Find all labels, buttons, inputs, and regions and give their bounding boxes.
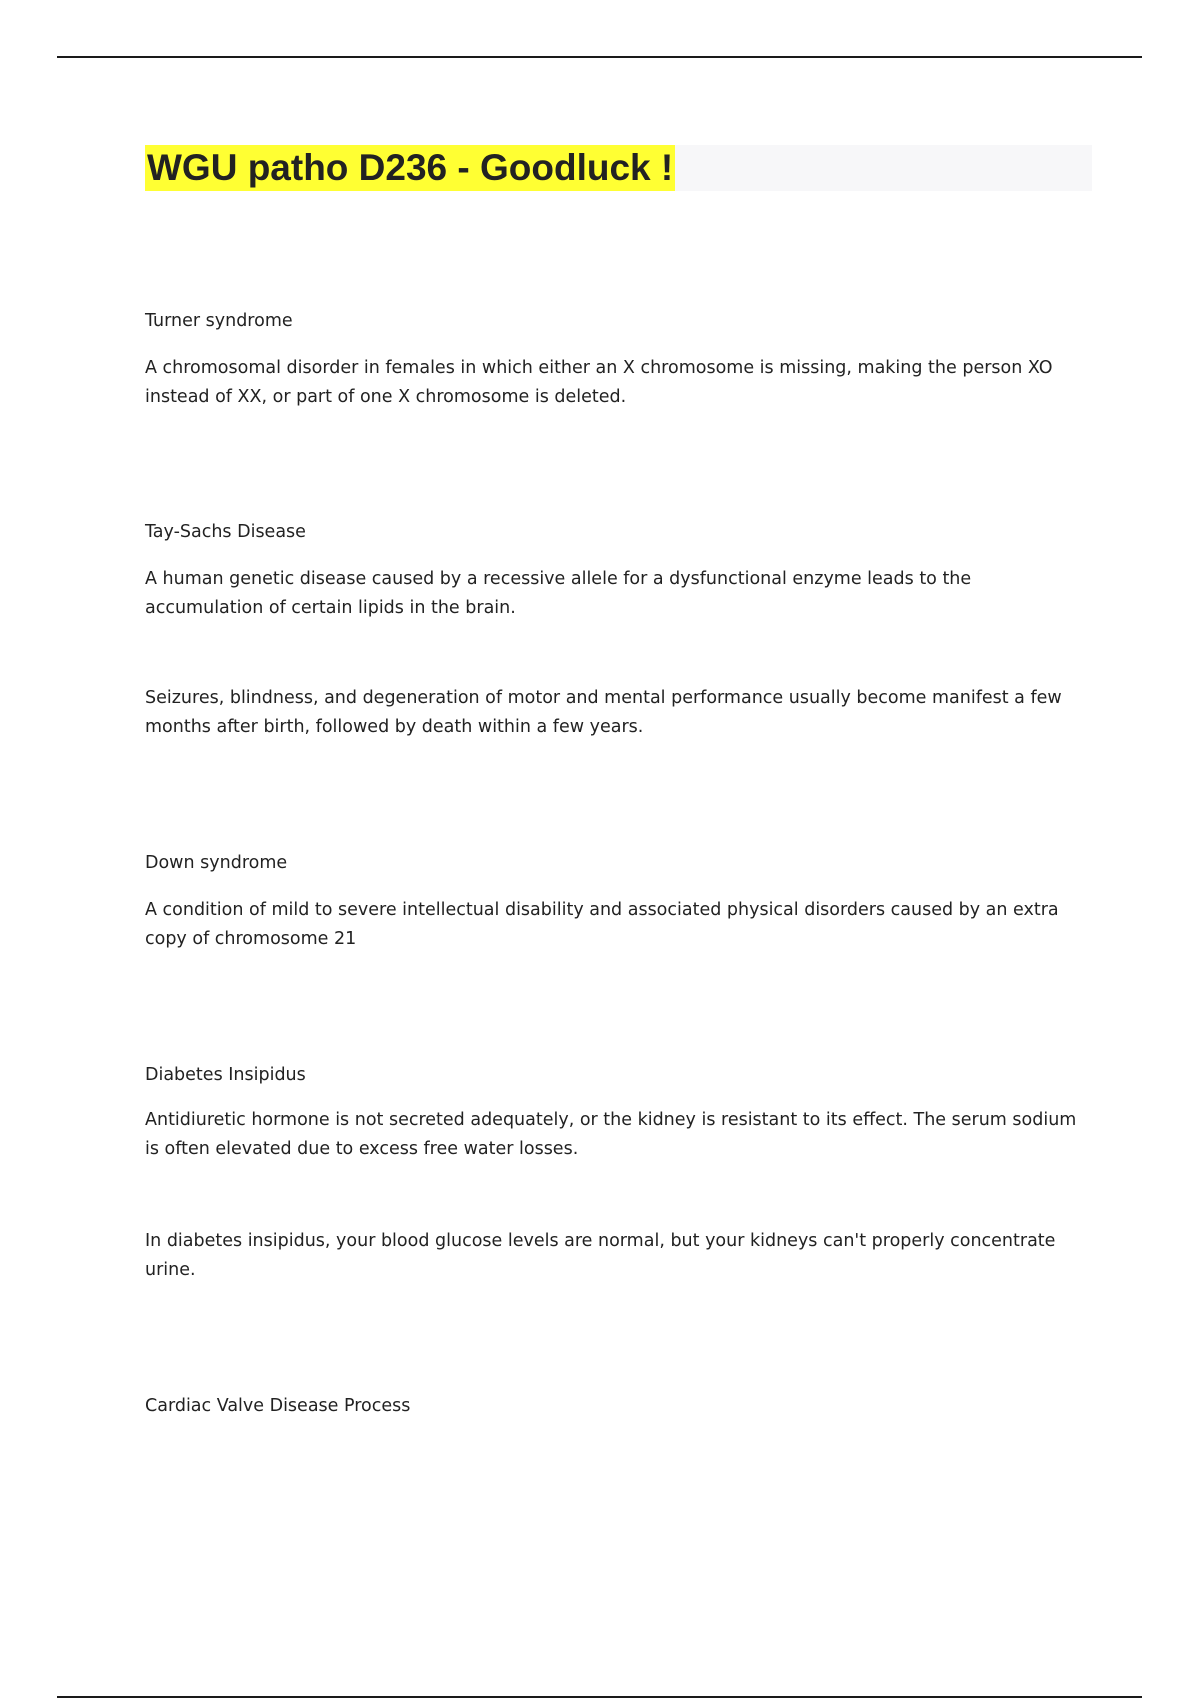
title-bar	[145, 145, 1092, 191]
definition-turner-syndrome: A chromosomal disorder in females in which either an X chromosome is missing, making the person XO instead of XX, or part of one X chromosome is deleted.	[145, 358, 1053, 407]
footer-rule	[57, 1696, 1142, 1698]
term-down-syndrome: Down syndrome	[145, 853, 288, 873]
term-turner-syndrome: Turner syndrome	[145, 311, 293, 331]
definition-down-syndrome: A condition of mild to severe intellectual disability and associated physical disorders caused by an extra copy of chromosome 21	[145, 900, 1059, 949]
header-rule	[57, 56, 1142, 58]
definition-diabetes-insipidus: Antidiuretic hormone is not secreted adequately, or the kidney is resistant to its effect. The serum sodium is often elevated due to excess free water losses.	[145, 1110, 1077, 1159]
term-diabetes-insipidus: Diabetes Insipidus	[145, 1065, 306, 1085]
definition-tay-sachs-disease: A human genetic disease caused by a recessive allele for a dysfunctional enzyme leads to the accumulation of certain lipids in the brain.	[145, 569, 972, 618]
definition-diabetes-insipidus-2: In diabetes insipidus, your blood glucose levels are normal, but your kidneys can't properly concentrate urine.	[145, 1231, 1056, 1280]
term-tay-sachs-disease: Tay-Sachs Disease	[145, 522, 306, 542]
document-title: WGU patho D236 - Goodluck !	[145, 145, 675, 191]
definition-tay-sachs-disease-2: Seizures, blindness, and degeneration of motor and mental performance usually become manifest a few months after birth, followed by death within a few years.	[145, 688, 1062, 737]
term-cardiac-valve-disease-process: Cardiac Valve Disease Process	[145, 1396, 411, 1416]
